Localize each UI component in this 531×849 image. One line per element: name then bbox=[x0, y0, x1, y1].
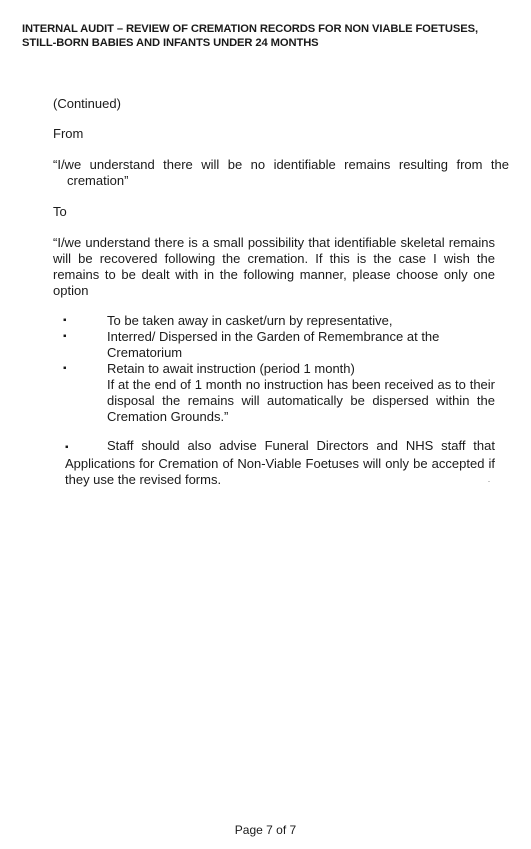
bullet-icon: ▪ bbox=[63, 315, 67, 326]
bullet-icon: ▪ bbox=[65, 442, 69, 453]
to-quote: “I/we understand there is a small possibility that identifiable skeletal remains will be recovered following the cremation. If this is the case I wish the remains to be dealt with in the following manner, please choose only one option bbox=[53, 235, 495, 298]
from-label: From bbox=[53, 126, 84, 141]
bullet-icon: ▪ bbox=[63, 363, 67, 374]
list-item bbox=[53, 313, 495, 329]
option-note: If at the end of 1 month no instruction has been received as to their disposal the remains will automatically be dispersed within the Cremation Grounds.” bbox=[107, 377, 495, 424]
list-item bbox=[53, 361, 495, 425]
staff-note-text: Staff should also advise Funeral Directors and NHS staff that Applications for Cremation of Non-Viable Foetuses will only be accepted if they use the revised forms. bbox=[65, 438, 495, 487]
option-text: Retain to await instruction (period 1 month) bbox=[107, 361, 355, 376]
document-header bbox=[22, 22, 512, 50]
from-quote: “I/we understand there will be no identifiable remains resulting from the cremation” bbox=[53, 157, 509, 188]
option-text: To be taken away in casket/urn by representative, bbox=[107, 313, 393, 328]
options-list bbox=[53, 313, 495, 425]
staff-note bbox=[65, 438, 495, 488]
to-label: To bbox=[53, 204, 67, 219]
option-text: Interred/ Dispersed in the Garden of Remembrance at the Crematorium bbox=[107, 329, 440, 360]
continued-label: (Continued) bbox=[53, 96, 121, 111]
list-item bbox=[53, 329, 495, 361]
header-title-line-2: STILL-BORN BABIES AND INFANTS UNDER 24 MONTHS bbox=[22, 37, 319, 49]
bullet-icon: ▪ bbox=[63, 331, 67, 342]
header-title-line-1: INTERNAL AUDIT – REVIEW OF CREMATION RECORDS FOR NON VIABLE FOETUSES, bbox=[22, 23, 478, 35]
page-number: Page 7 of 7 bbox=[234, 823, 297, 837]
scan-speck bbox=[488, 481, 490, 482]
